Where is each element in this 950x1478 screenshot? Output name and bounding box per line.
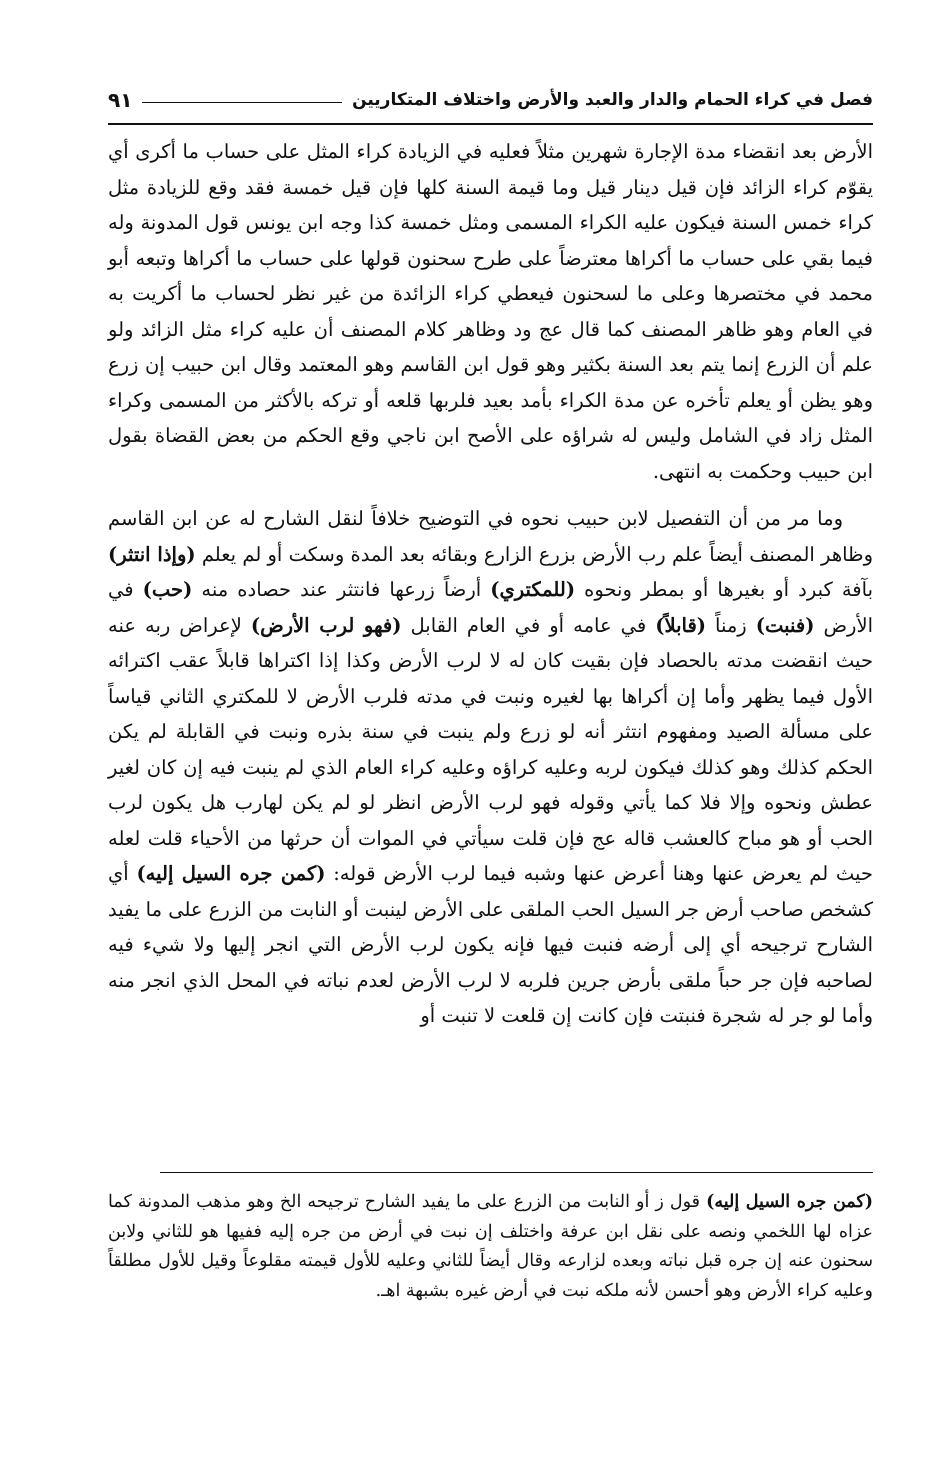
page-number: ٩١ xyxy=(108,88,133,112)
bold-term: (فنبت) xyxy=(755,613,815,637)
footnote-divider xyxy=(160,1172,873,1173)
bold-term: (حب) xyxy=(142,578,193,601)
footnotes xyxy=(108,1188,873,1306)
text-segment: وما مر من أن التفصيل لابن حبيب نحوه في التوضيح خلافاً لنقل الشارح له عن ابن القاسم وظاهر المصنف أيضاً علم رب الأرض بزرع الزارع وبقائه بعد المدة وسكت أو لم يعلم xyxy=(108,507,873,566)
text-segment: زمناً xyxy=(706,613,756,637)
main-text xyxy=(108,134,873,1034)
bold-term: (كمن جره السيل إليه) xyxy=(136,862,326,885)
text-segment: في الأرض xyxy=(108,578,873,637)
text-segment: لإعراض ربه عنه حيث انقضت مدته بالحصاد فإن بقيت كان له لا لرب الأرض وكذا إذا اكتراها قابلاً عقب اكترائه الأول فيما يظهر وأما إن أكراها بها لغيره ونبت في مدته فلرب الأرض لا للمكتري الثاني قياساً على مسألة الصيد ومفهوم انتثر أنه لو زرع ولم ينبت في سنة بذره ونبت في القابلة لم يكن الحكم كذلك وهو كذلك فيكون لربه وعليه كراؤه وعليه كراء العام الذي لم ينبت فيه إن كان لغير عطش ونحوه وإلا فلا كما يأتي وقوله فهو لرب الأرض انظر لو لم يكن لهارب هل يكون لرب الحب أو هو مباح كالعشب قاله عج فإن قلت سيأتي في الموات أن حرثها من الأحياء قلت لعله حيث لم يعرض عنها وهنا أعرض عنها وشبه فيما لرب الأرض قوله: xyxy=(108,613,873,885)
paragraph xyxy=(108,134,873,489)
bold-term: (قابلاً) xyxy=(655,613,706,637)
text-segment: أرضاً زرعها فانتثر عند حصاده منه xyxy=(192,578,491,601)
bold-term: (فهو لرب الأرض) xyxy=(250,613,402,637)
text-segment: في عامه أو في العام القابل xyxy=(401,613,656,637)
text-segment: الأرض بعد انقضاء مدة الإجارة شهرين مثلاً فعليه في الزيادة كراء المثل على حساب ما أكرى أي يقوّم كراء الزائد فإن قيل دينار قيل وما قيمة السنة كلها فإن قيل خمسة فقد وقع للزيادة مثل كراء خمس السنة فيكون عليه الكراء المسمى ومثل خمسة كذا وجه ابن يونس قول المدونة وله فيما بقي على حساب ما أكراها معترضاً على طرح سحنون قولها على حساب ما أكراها وتبعه أبو محمد في مختصرها وعلى ما لسحنون فيعطي كراء الزائدة من غير نظر لحساب ما أكريت به في العام وهو ظاهر المصنف كما قال عج ود وظاهر كلام المصنف أن عليه كراء مثل الزائد ولو علم أن الزرع إنما يتم بعد السنة بكثير وهو قول ابن القاسم وهو المعتمد وقال ابن حبيب إن زرع وهو يظن أو يعلم تأخره عن مدة الكراء بأمد بعيد فلربها قلعه أو تركه بالأكثر من المسمى وكراء المثل زاد في الشامل وليس له شراؤه على الأصح ابن ناجي وقع الحكم من بعض القضاة بقول ابن حبيب وحكمت به انتهى. xyxy=(108,140,873,483)
bold-term: (للمكتري) xyxy=(490,578,576,601)
header-divider xyxy=(108,123,873,125)
footnote xyxy=(108,1188,873,1306)
header-rule xyxy=(142,102,342,103)
bold-term: (وإذا انتثر) xyxy=(108,542,196,566)
page-header xyxy=(108,78,873,122)
text-segment: قول ز أو النابت من الزرع على ما يفيد الشارح ترجيحه الخ وهو مذهب المدونة كما عزاه لها اللخمي ونصه على نقل ابن عرفة واختلف إن نبت في أرض من جره إليه ففيها هو للثاني ولابن سحنون عنه إن جره قبل نباته وبعده لزارعه وقال أيضاً للثاني وعليه للأول قيمته مقلوعاً وقيل للأول مطلقاً وعليه كراء الأرض وهو أحسن لأنه ملكه نبت في أرض غيره بشبهة اهـ. xyxy=(108,1192,873,1301)
running-title: فصل في كراء الحمام والدار والعبد والأرض واختلاف المتكاريين xyxy=(352,90,873,110)
bold-term: (كمن جره السيل إليه) xyxy=(706,1192,873,1212)
text-segment: أي كشخص صاحب أرض جر السيل الحب الملقى على الأرض لينبت أو النابت من الزرع على ما يفيد الشارح ترجيحه أي إلى أرضه فنبت فيها فإنه يكون لرب الأرض التي انجر إليها ولا شيء فيه لصاحبه فإن جر حباً ملقى بأرض جرين فلربه لا لرب الأرض لعدم نباته في المحل الذي انجر منه وأما لو جر له شجرة فنبتت فإن كانت إن قلعت لا تنبت أو xyxy=(108,862,873,1027)
paragraph xyxy=(108,501,873,1034)
text-segment: بآفة كبرد أو بغيرها أو بمطر ونحوه xyxy=(575,578,873,601)
